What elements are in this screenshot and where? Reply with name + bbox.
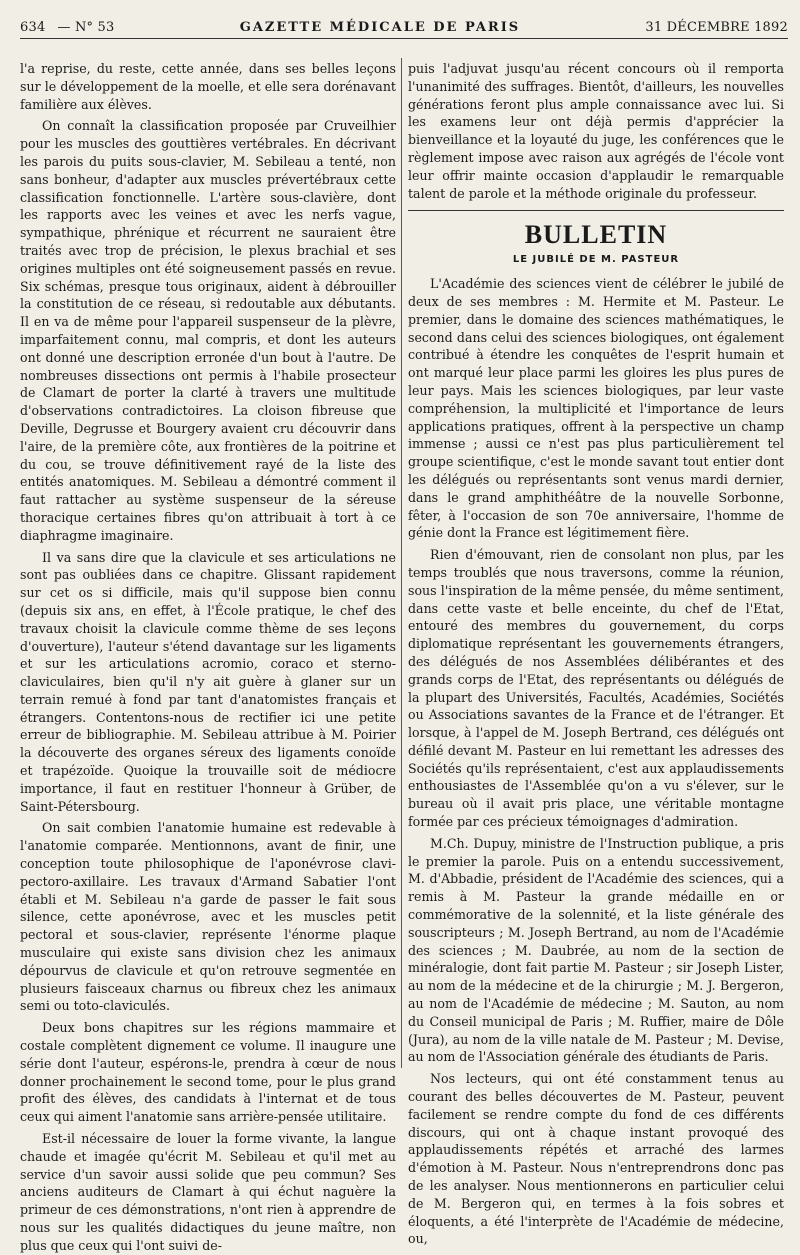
section-rule (408, 210, 784, 211)
bulletin-subheading: LE JUBILÉ DE M. PASTEUR (512, 254, 680, 266)
paragraph: l'a reprise, du reste, cette année, dans ses belles leçons sur le développement de la moelle, et elle sera dorénavant familière aux élèves. (20, 61, 396, 112)
page-number: 634 (20, 19, 46, 35)
paragraph: On connaît la classification proposée par Cruveilhier pour les muscles des gouttières vertébrales. En décrivant les parois du puits sous-clavier, M. Sebileau a tenté, non sans bonheur, d'adapter aux muscles prévertébraux cette classification fonctionnelle. L'artère sous-clavière, dont les rapports avec les veines et avec les nerfs vague, sympathique, phrénique et récurrent ne sauraient être traités avec trop de précision, le plexus brachial et ses origines multiples ont été soigneusement passés en revue. Six schémas, presque tous originaux, aident à débrouiller la constitution de ce réseau, si redoutable aux débutants. Il en va de même pour l'appareil suspenseur de la plèvre, imparfaitement connu, mal compris, et dont les auteurs ont donné une description erronée d'un bout à l'autre. De nombreuses dissections ont permis à l'habile prosecteur de Clamart de porter la clarté à travers une multitude d'observations contradictoires. La cloison fibreuse que Deville, Degrusse et Bourgery avaient cru découvrir dans l'aire, de la première côte, aux frontières de la poitrine et du cou, se trouve définitivement rayé de la liste des entités anatomiques. M. Sebileau a démontré comment il faut rattacher au système suspenseur de la séreuse thoracique certaines fibres qu'on attribuait à tort à ce diaphragme imaginaire. (20, 118, 396, 543)
paragraph: Deux bons chapitres sur les régions mammaire et costale complètent dignement ce volume. Il inaugure une série dont l'auteur, espérons-le, prendra à cœur de nous donner prochainement le second tome, pour le plus grand profit des élèves, des candidats à l'internat et de tous ceux qui aiment l'anatomie sans arrière-pensée utilitaire. (20, 1020, 396, 1125)
left-column (20, 60, 396, 1253)
paragraph: Nos lecteurs, qui ont été constamment tenus au courant des belles découvertes de M. Pasteur, peuvent facilement se rendre compte du fond de ces différents discours, qui ont à chaque instant provoqué des applaudissements répétés et arraché des larmes d'émotion à M. Pasteur. Nous n'entreprendrons donc pas de les analyser. Nous mentionnerons en particulier celui de M. Bergeron qui, en termes à la fois sobres et éloquents, a été l'interprète de l'Académie de médecine, ou, (408, 1071, 784, 1247)
paragraph: puis l'adjuvat jusqu'au récent concours où il remporta l'unanimité des suffrages. Bientôt, d'ailleurs, les nouvelles générations feront plus ample connaissance avec lui. Si les examens leur ont déjà permis d'apprécier la bienveillance et la loyauté du juge, les conférences que le règlement impose avec raison aux agrégés de l'école vont leur offrir mainte occasion d'applaudir le remarquable talent de parole et la méthode originale du professeur. (408, 61, 784, 201)
paragraph: On sait combien l'anatomie humaine est redevable à l'anatomie comparée. Mentionnons, avant de finir, une conception toute philosophique de l'aponévrose clavi-pectoro-axillaire. Les travaux d'Armand Sabatier l'ont établi et M. Sebileau n'a garde de passer le fait sous silence, cette aponévrose, avec et les muscles petit pectoral et sous-clavier, représente l'énorme plaque musculaire qui existe sans division chez les animaux dépourvus de clavicule et qu'on retrouve segmentée en plusieurs faisceaux charnus ou fibreux chez les animaux semi ou toto-claviculés. (20, 820, 396, 1014)
journal-title: GAZETTE MÉDICALE DE PARIS (239, 19, 521, 35)
right-column (408, 60, 784, 1247)
bulletin-heading: BULLETIN (524, 220, 668, 250)
paragraph: Est-il nécessaire de louer la forme vivante, la langue chaude et imagée qu'écrit M. Sebileau et qu'il met au service d'un savoir aussi solide que peu commun? Ses anciens auditeurs de Clamart à qui échut naguère la primeur de ces démonstrations, n'ont rien à apprendre de nous sur les qualités didactiques du jeune maître, non plus que ceux qui l'ont suivi de- (20, 1131, 396, 1253)
issue-date: 31 DÉCEMBRE 1892 (645, 19, 788, 35)
paragraph: L'Académie des sciences vient de célébrer le jubilé de deux de ses membres : M. Hermite et M. Pasteur. Le premier, dans le domaine des sciences mathématiques, le second dans celui des sciences biologiques, ont également contribué à étendre les conquêtes de l'esprit humain et ont marqué leur place parmi les gloires les plus pures de leur pays. Mais les sciences biologiques, par leur vaste compréhension, la multiplicité et l'importance de leurs applications pratiques, offrent à la perspective un champ immense ; aussi ce n'est pas plus particulièrement tel groupe scientifique, c'est le monde savant tout entier dont les délégués ou représentants sont venus mardi dernier, dans le grand amphithéâtre de la nouvelle Sorbonne, fêter, à l'occasion de son 70e anniversaire, l'homme de génie dont la France est légitimement fière. (408, 276, 784, 541)
page-header (20, 16, 788, 39)
issue-number: — N° 53 (57, 19, 115, 35)
paragraph: Rien d'émouvant, rien de consolant non plus, par les temps troublés que nous traversons, comme la réunion, sous l'inspiration de la même pensée, du même sentiment, dans cette vaste et belle enceinte, du chef de l'Etat, entouré des membres du gouvernement, du corps diplomatique représentant les gouvernements étrangers, des délégués de nos Assemblées délibérantes et des grands corps de l'Etat, des représentants ou délégués de la plupart des Universités, Facultés, Académies, Sociétés ou Associations savantes de la France et de l'étranger. Et lorsque, à l'appel de M. Joseph Bertrand, ces délégués ont défilé devant M. Pasteur en lui remettant les adresses des Sociétés qu'ils représentaient, c'est aux applaudissements enthousiastes de l'Assemblée qu'on a vu s'élever, sur le bureau où il avait pris place, une véritable montagne formée par ces précieux témoignages d'admiration. (408, 547, 784, 830)
paragraph: Il va sans dire que la clavicule et ses articulations ne sont pas oubliées dans ce chapitre. Glissant rapidement sur cet os si difficile, mais qu'il suppose bien connu (depuis six ans, en effet, à l'École pratique, le chef des travaux choisit la clavicule comme thème de ses leçons d'ouverture), l'auteur s'étend davantage sur les ligaments et sur les articulations acromio, coraco et sterno-claviculaires, bien qu'il n'y ait guère à glaner sur un terrain remué à fond par tant d'anatomistes français et étrangers. Contentons-nous de rectifier ici une petite erreur de bibliographie. M. Sebileau attribue à M. Poirier la découverte des organes séreux des ligaments conoïde et trapézoïde. Quoique la trouvaille soit de médiocre importance, il faut en restituer l'honneur à Grüber, de Saint-Pétersbourg. (20, 549, 396, 814)
column-divider (401, 58, 402, 1068)
paragraph: M.Ch. Dupuy, ministre de l'Instruction publique, a pris le premier la parole. Puis on a entendu successivement, M. d'Abbadie, président de l'Académie des sciences, qui a remis à M. Pasteur la grande médaille en or commémorative de la solennité, et la liste générale des souscripteurs ; M. Joseph Bertrand, au nom de l'Académie des sciences ; M. Daubrée, au nom de la section de minéralogie, dont fait partie M. Pasteur ; sir Joseph Lister, au nom de la médecine et de la chirurgie ; M. J. Bergeron, au nom de l'Académie de médecine ; M. Sauton, au nom du Conseil municipal de Paris ; M. Ruffier, maire de Dôle (Jura), au nom de la ville natale de M. Pasteur ; M. Devise, au nom de l'Association générale des étudiants de Paris. (408, 835, 784, 1065)
